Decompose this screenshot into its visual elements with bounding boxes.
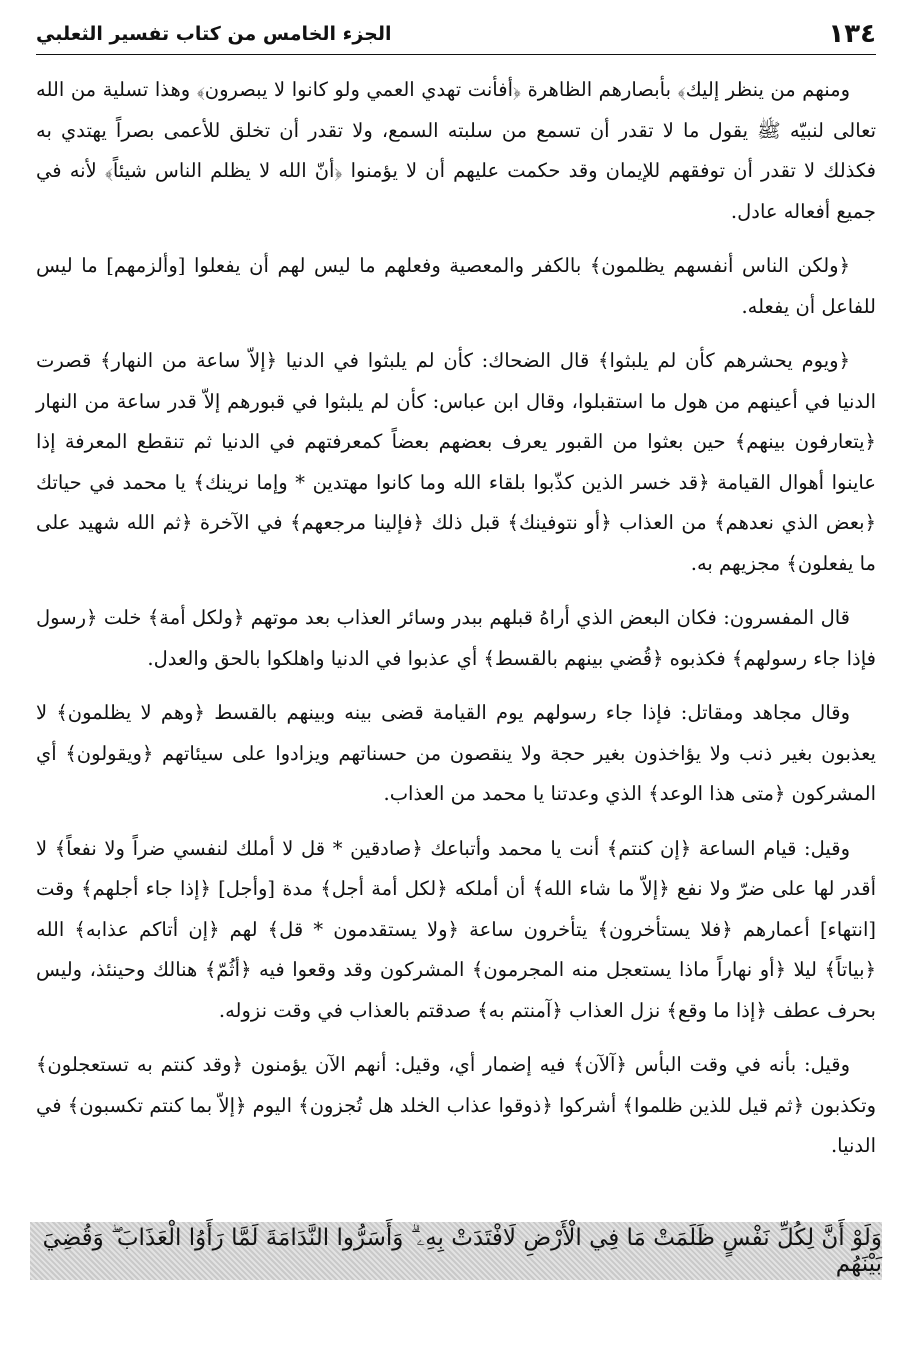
paragraph: ﴿ويوم يحشرهم كأن لم يلبثوا﴾ قال الضحاك: كأن لم يلبثوا في الدنيا ﴿إلاّ ساعة من النهار﴾ قصرت الدنيا في أعينهم من هول ما استقبلوا، وقال ابن عباس: كأن لم يلبثوا في قبورهم إلاّ قدر ساعة من النهار ﴿يتعارفون بينهم﴾ حين بعثوا من القبور يعرف بعضهم بعضاً كمعرفتهم في الدنيا ثم تنقطع المعرفة إذا عاينوا أهوال القيامة ﴿قد خسر الذين كذّبوا بلقاء الله وما كانوا مهتدين * وإما نرينك﴾ يا محمد في حياتك ﴿بعض الذي نعدهم﴾ من العذاب ﴿أو نتوفينك﴾ قبل ذلك ﴿فإلينا مرجعهم﴾ في الآخرة ﴿ثم الله شهيد على ما يفعلون﴾ مجزيهم به. <box>36 349 876 575</box>
paragraph: وقيل: قيام الساعة ﴿إن كنتم﴾ أنت يا محمد وأتباعك ﴿صادقين * قل لا أملك لنفسي ضراً ولا نفعاً﴾ لا أقدر لها على ضرّ ولا نفع ﴿إلاّ ما شاء الله﴾ أن أملكه ﴿لكل أمة أجل﴾ مدة [وأجل] ﴿إذا جاء أجلهم﴾ وقت [انتهاء] أعمارهم ﴿فلا يستأخرون﴾ يتأخرون ساعة ﴿ولا يستقدمون * قل﴾ لهم ﴿إن أتاكم عذابه﴾ الله ﴿بياتاً﴾ ليلا ﴿أو نهاراً ماذا يستعجل منه المجرمون﴾ المشركون وقد وقعوا فيه ﴿أثُمّ﴾ هنالك وحينئذ، وليس بحرف عطف ﴿إذا ما وقع﴾ نزل العذاب ﴿آمنتم به﴾ صدقتم بالعذاب في وقت نزوله. <box>36 836 876 1022</box>
paragraph: وقال مجاهد ومقاتل: فإذا جاء رسولهم يوم القيامة قضى بينه وبينهم بالقسط ﴿وهم لا يظلمون﴾ لا يعذبون بغير ذنب ولا يؤاخذون بغير حجة ولا ينقصون من حسناتهم ويزادوا على سيئاتهم ﴿ويقولون﴾ أي المشركون ﴿متى هذا الوعد﴾ الذي وعدتنا يا محمد من العذاب. <box>36 701 876 805</box>
page-header <box>36 14 876 55</box>
body-text <box>36 70 876 1181</box>
paragraph: قال المفسرون: فكان البعض الذي أراهُ قبلهم ببدر وسائر العذاب بعد موتهم ﴿ولكل أمة﴾ خلت ﴿رسول فإذا جاء رسولهم﴾ فكذبوه ﴿قُضي بينهم بالقسط﴾ أي عذبوا في الدنيا واهلكوا بالحق والعدل. <box>36 606 876 670</box>
paragraph: وقيل: بأنه في وقت البأس ﴿آلآن﴾ فيه إضمار أي، وقيل: أنهم الآن يؤمنون ﴿وقد كنتم به تستعجلون﴾ وتكذبون ﴿ثم قيل للذين ظلموا﴾ أشركوا ﴿ذوقوا عذاب الخلد هل تُجزون﴾ اليوم ﴿إلاّ بما كنتم تكسبون﴾ في الدنيا. <box>36 1053 876 1157</box>
running-title: الجزء الخامس من كتاب تفسير الثعلبي <box>36 23 392 45</box>
page-number: ١٣٤ <box>828 19 876 49</box>
quran-verse-strip <box>30 1222 882 1280</box>
quran-verse-text: وَلَوْ أَنَّ لِكُلِّ نَفْسٍ ظَلَمَتْ مَا فِي الْأَرْضِ لَافْتَدَتْ بِهِۦ ۗ وَأَسَرُّوا النَّدَامَةَ لَمَّا رَأَوُا الْعَذَابَ ۖ وَقُضِيَ بَيْنَهُم <box>42 1225 882 1277</box>
paragraph: ﴿ولكن الناس أنفسهم يظلمون﴾ بالكفر والمعصية وفعلهم ما ليس لهم أن يفعلوا [وألزمهم] ما ليس للفاعل أن يفعله. <box>36 254 876 318</box>
paragraph: ومنهم من ينظر إليك﴾ بأبصارهم الظاهرة ﴿أفأنت تهدي العمي ولو كانوا لا يبصرون﴾ وهذا تسلية من الله تعالى لنبيّه ﷺ يقول ما لا تقدر أن تسمع من سلبته السمع، ولا تقدر أن تخلق للأعمى بصراً يهتدي به فكذلك لا تقدر أن توفقهم للإيمان وقد حكمت عليهم أن لا يؤمنوا ﴿أنّ الله لا يظلم الناس شيئاً﴾ لأنه في جميع أفعاله عادل. <box>36 78 876 223</box>
